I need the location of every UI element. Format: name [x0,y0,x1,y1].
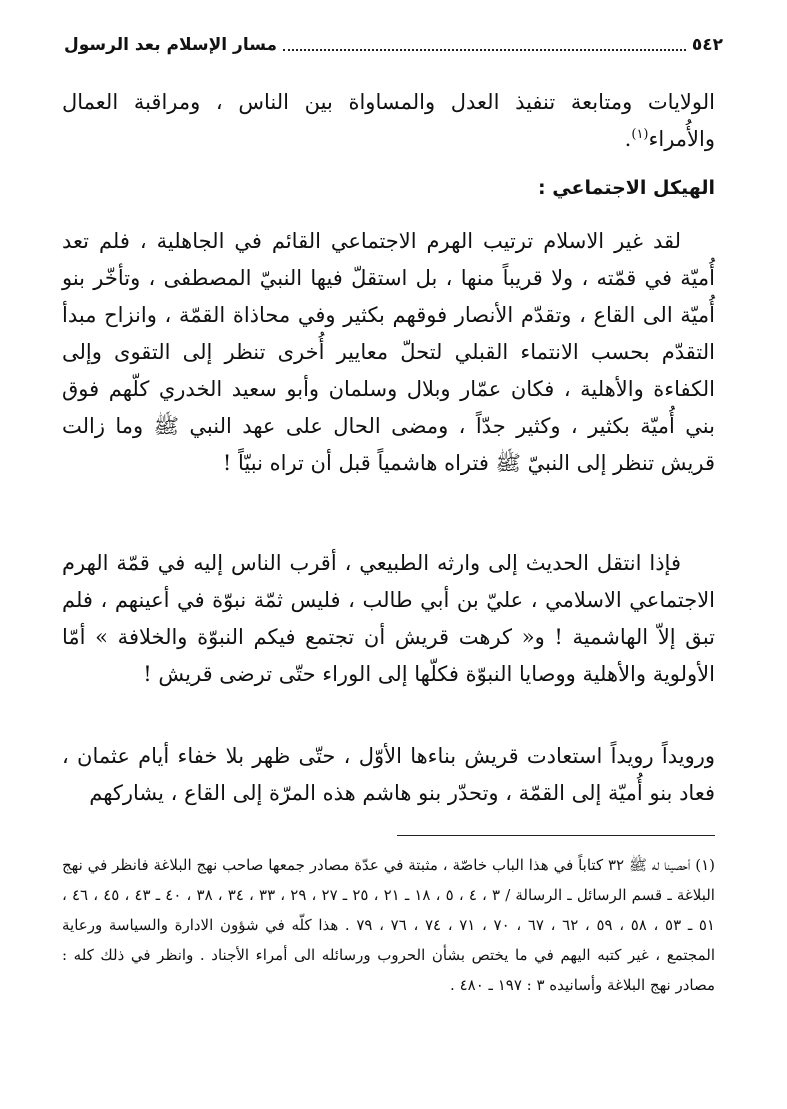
intro-end: . [624,127,632,151]
dotted-leader [283,49,686,51]
intro-text: الولايات ومتابعة تنفيذ العدل والمساواة بين الناس ، ومراقبة العمال والأُمراء [62,90,715,151]
footnote-1: (١) أحصينا له ﷺ ٣٢ كتاباً في هذا الباب خاصّة ، مثبتة في عدّة مصادر جمعها صاحب نهج البلاغة فانظر في نهج البلاغة ـ قسم الرسائل ـ الرسالة / ٣ ، ٤ ، ٥ ، ١٨ ـ ٢١ ، ٢٥ ـ ٢٧ ، ٢٩ ، ٣٣ ، ٣٤ ، ٣٨ ، ٤٠ ـ ٤٣ ، ٤٥ ، ٤٦ ، ٥١ ـ ٥٣ ، ٥٨ ، ٥٩ ، ٦٢ ، ٦٧ ، ٧٠ ، ٧١ ، ٧٤ ، ٧٦ ، ٧٩ . هذا كلّه في شؤون الادارة والسياسة ورعاية المجتمع ، غير كتبه اليهم في ما يختص بشأن الحروب ورسائله الى أمراء الأجناد . وانظر في ذلك كله : مصادر نهج البلاغة وأسانيده ٣ : ١٩٧ ـ ٤٨٠ . [62,856,716,994]
book-title: مسار الإسلام بعد الرسول [64,35,278,55]
paragraph-1: لقد غير الاسلام ترتيب الهرم الاجتماعي القائم في الجاهلية ، فلم تعد أُميّة في قمّته ، ولا قريباً منها ، بل استقلّ فيها النبيّ المصطفى ، وتأخّر بنو أُميّة الى القاع ، وتقدّم الأنصار فوقهم بكثير وفي محاذاة القمّة ، وانزاح مبدأ التقدّم بحسب الانتماء القبلي لتحلّ معايير أُخرى تنظر إلى التقوى وإلى الكفاءة والأهلية ، فكان عمّار وبلال وسلمان وأبو سعيد الخدري كلّهم فوق بني أُميّة بكثير ، وكثير جدّاً ، ومضى الحال على عهد النبي ﷺ وما زالت قريش تنظر إلى النبيّ ﷺ فتراه هاشمياً قبل أن تراه نبيّاً ! [62,229,715,475]
footnote-marker: (١) [631,127,649,142]
intro-paragraph [62,84,715,158]
section-heading: الهيكل الاجتماعي : [538,177,715,199]
running-header [64,30,723,60]
paragraph-3: ورويداً رويداً استعادت قريش بناءها الأوّل ، حتّى ظهر بلا خفاء أيام عثمان ، فعاد بنو أُميّة إلى القمّة ، وتحدّر بنو هاشم هذه المرّة إلى القاع ، يشاركهم [62,744,715,805]
page-number: ٥٤٢ [691,35,723,55]
paragraph-2: فإذا انتقل الحديث إلى وارثه الطبيعي ، أقرب الناس إليه في قمّة الهرم الاجتماعي الاسلامي ، عليّ بن أبي طالب ، فليس ثمّة نبوّة في أعينهم ، فلم تبق إلاّ الهاشمية ! و« كرهت قريش أن تجتمع فيكم النبوّة والخلافة » أمّا الأولوية والأهلية ووصايا النبوّة فكلّها إلى الوراء حتّى ترضى قريش ! [62,551,715,686]
footnote-separator [397,835,715,836]
